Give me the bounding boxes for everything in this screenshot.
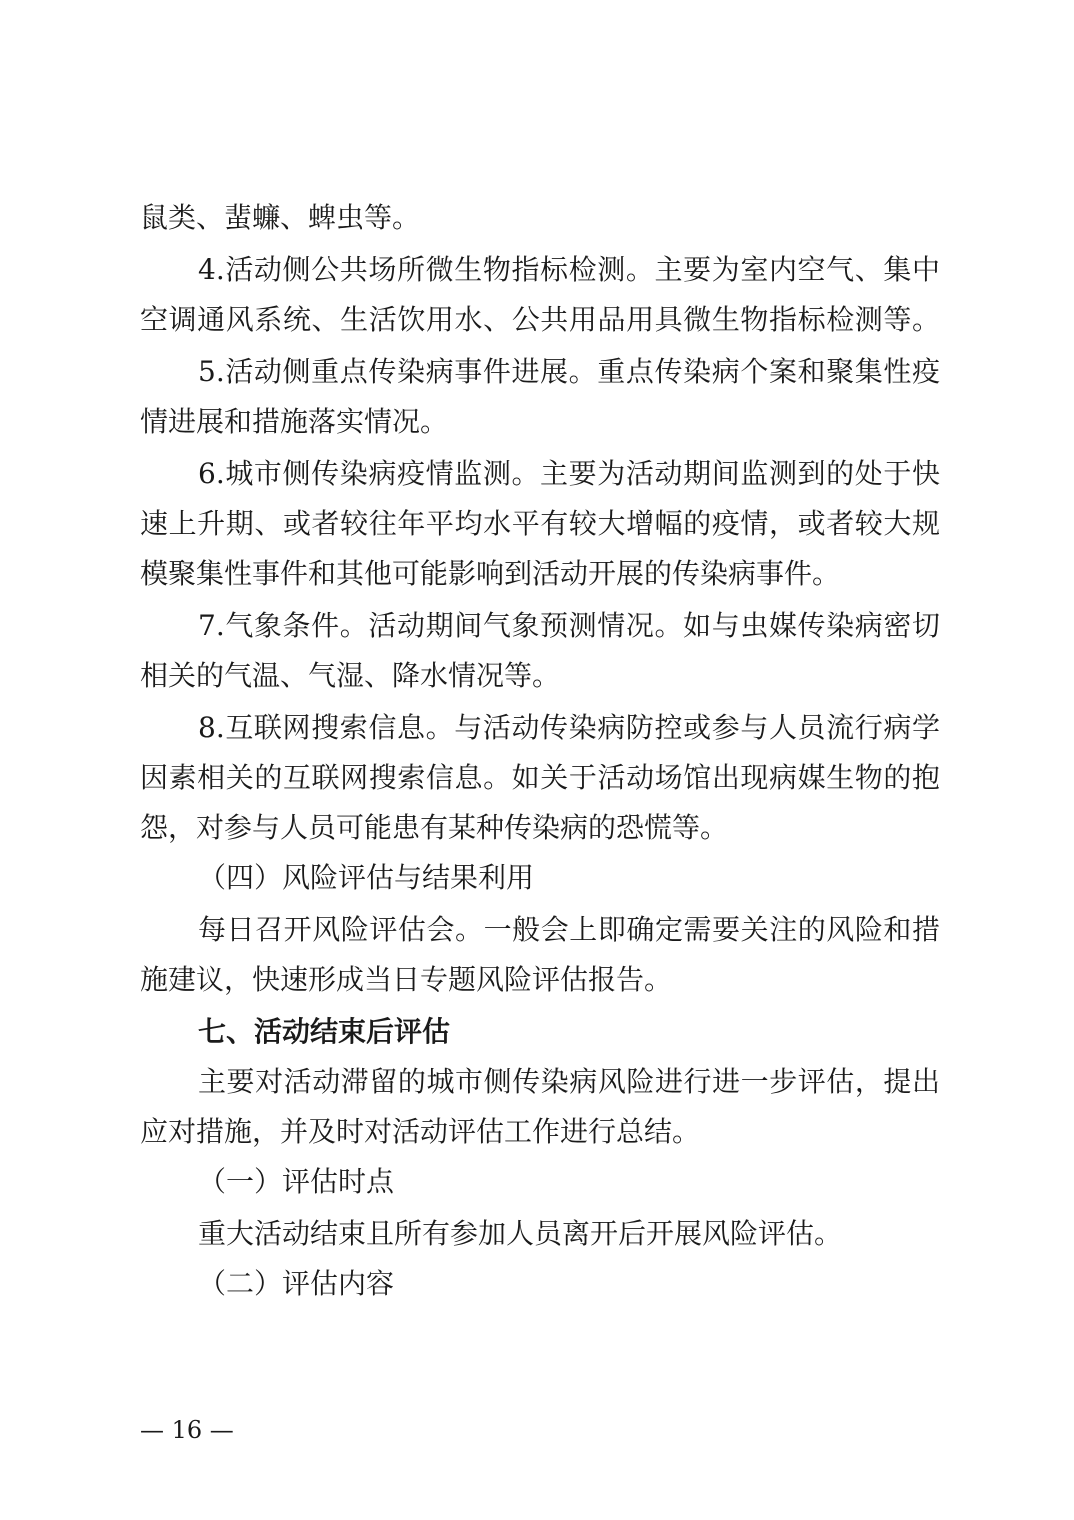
- text-line: 模聚集性事件和其他可能影响到活动开展的传染病事件。: [140, 557, 841, 590]
- text-line: 主要对活动滞留的城市侧传染病风险进行进一步评估，提出: [198, 1065, 940, 1098]
- section-heading: （一）评估时点: [198, 1165, 395, 1198]
- text-line: 怨，对参与人员可能患有某种传染病的恐慌等。: [140, 811, 729, 844]
- text-line: 7.气象条件。活动期间气象预测情况。如与虫媒传染病密切: [198, 609, 940, 642]
- text-line: 4.活动侧公共场所微生物指标检测。主要为室内空气、集中: [198, 253, 940, 286]
- text-line: 空调通风系统、生活饮用水、公共用品用具微生物指标检测等。: [140, 303, 940, 336]
- section-heading: （二）评估内容: [198, 1267, 395, 1300]
- text-line: 每日召开风险评估会。一般会上即确定需要关注的风险和措: [198, 913, 940, 946]
- text-line: 情进展和措施落实情况。: [140, 405, 449, 438]
- section-heading: （四）风险评估与结果利用: [198, 861, 535, 894]
- page-number: — 16 —: [140, 1416, 234, 1444]
- text-line: 施建议，快速形成当日专题风险评估报告。: [140, 963, 673, 996]
- text-line: 鼠类、蜚蠊、蜱虫等。: [140, 201, 421, 234]
- text-line: 6.城市侧传染病疫情监测。主要为活动期间监测到的处于快: [198, 457, 940, 490]
- text-line: 8.互联网搜索信息。与活动传染病防控或参与人员流行病学: [198, 711, 940, 744]
- text-line: 重大活动结束且所有参加人员离开后开展风险评估。: [198, 1217, 843, 1250]
- text-line: 因素相关的互联网搜索信息。如关于活动场馆出现病媒生物的抱: [140, 761, 940, 794]
- chapter-heading: 七、活动结束后评估: [198, 1015, 451, 1048]
- text-line: 相关的气温、气湿、降水情况等。: [140, 659, 561, 692]
- text-line: 5.活动侧重点传染病事件进展。重点传染病个案和聚集性疫: [198, 355, 940, 388]
- text-line: 速上升期、或者较往年平均水平有较大增幅的疫情，或者较大规: [140, 507, 940, 540]
- text-line: 应对措施，并及时对活动评估工作进行总结。: [140, 1115, 701, 1148]
